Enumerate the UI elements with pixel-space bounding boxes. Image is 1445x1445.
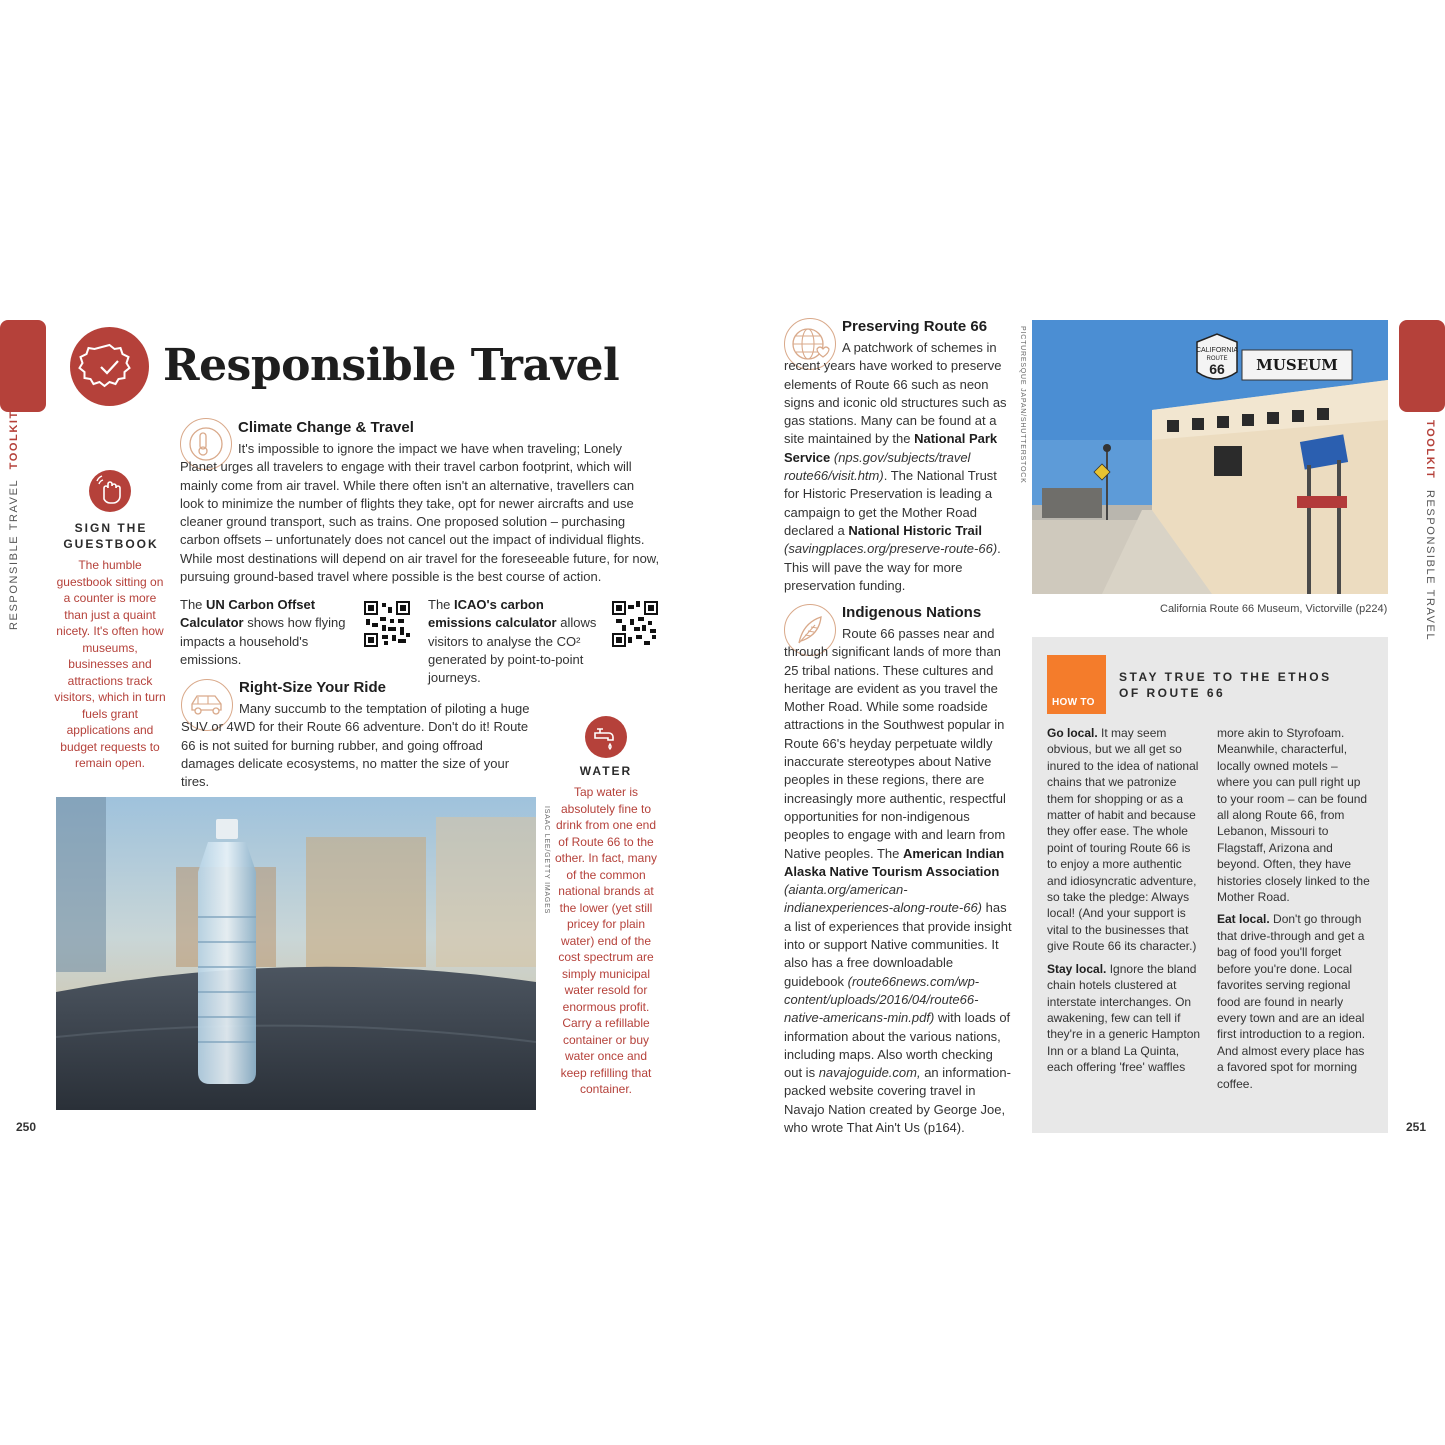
route66-museum-photo [1032, 320, 1388, 594]
howto-title: STAY TRUE TO THE ETHOS OF ROUTE 66 [1119, 670, 1332, 700]
page-number-left: 250 [16, 1120, 37, 1134]
howto-column-2: more akin to Styrofoam. Meanwhile, characterful, locally owned motels – where you can pull right up to your room – can be found all along Route 66, from Lebanon, Missouri to Flagstaff, Arizona and beyond. Often, they have histories closely linked to the Mother Road. Eat local. Don't go through that drive-through and get a bag of food you'll forget before you're done. Local favorites serving regional food are found in nearly every town and are an ideal first introduction to a region. And almost every place has a favored spot for morning coffee. [1217, 726, 1370, 1091]
indigenous-heading: Indigenous Nations [842, 604, 982, 621]
award-badge-icon [70, 327, 149, 406]
guestbook-title: SIGN THE GUESTBOOK [63, 521, 159, 551]
photo-credit-right: PICTURESQUE JAPAN/SHUTTERSTOCK [1019, 326, 1026, 484]
ride-text: Many succumb to the temptation of piloting a huge SUV or 4WD for their Route 66 adventure. Don't do it! Route 66 is not suited for burning rubber, and going offroad damages delicate ecosystems, no matter the size of your tires. [181, 701, 530, 790]
museum-sign-text: MUSEUM [1256, 356, 1338, 374]
water-tap-icon [585, 716, 627, 758]
qr-code-icon[interactable] [364, 601, 410, 647]
ride-heading: Right-Size Your Ride [239, 679, 386, 696]
guestbook-text: The humble guestbook sitting on a counter is more than just a quaint nicety. It's often how museums, businesses and attractions track visitors, which in turn fuels grant applications and budget requests to remain open. [54, 558, 166, 770]
water-title: WATER [579, 764, 633, 778]
un-calculator-text: The UN Carbon Offset Calculator shows how flying impacts a household's emissions. [180, 597, 346, 667]
indigenous-text: Route 66 passes near and through significant lands of more than 25 tribal nations. These cultures and heritage are evident as you travel the Mother Road. While some roadside attractions in the Southwest popular in Route 66's heyday perpetuate wildly inaccurate stereotypes about Native peoples in these regions, there are increasingly more authentic, respectful opportunities for non-indigenous peoples to engage with and learn from Native peoples. The American Indian Alaska Native Tourism Association (aianta.org/american-indianexperiences-along-route-66) has a list of experiences that provide insight into or support Native communities. It also has a free downloadable guidebook (route66news.com/wp-content/uploads/2016/04/route66-native-americans-min.pdf) with loads of information about the various nations, including maps. Also worth checking out is navajoguide.com, an information-packed website covering travel in Navajo Nation created by George Joe, who wrote That Ain't Us (p164). [784, 626, 1012, 1136]
icao-calculator-text: The ICAO's carbon emissions calculator allows visitors to analyse the CO² generated by point-to-point journeys. [428, 597, 597, 686]
climate-text: It's impossible to ignore the impact we have when traveling; Lonely Planet urges all travelers to engage with their travel carbon footprint, which will mainly come from air travel. While there often isn't an alternative, travellers can look to minimize the number of flights they take, opt for newer aircrafts and use cleaner ground transport, such as trains. One proposed solution – purchasing carbon offsets – unfortunately does not cancel out the impact of individual flights. While most destinations will depend on air travel for the foreseeable future, for now, pursuing ground-based travel where possible is the best course of action. [180, 441, 660, 585]
qr-code-icon[interactable] [612, 601, 658, 647]
photo-caption: California Route 66 Museum, Victorville (p224) [1160, 603, 1388, 615]
hand-wave-icon [89, 470, 131, 512]
left-vertical-label: RESPONSIBLE TRAVEL TOOLKIT [8, 410, 20, 630]
right-section-tab [1399, 320, 1445, 412]
water-text: Tap water is absolutely fine to drink from one end of Route 66 to the other. In fact, many of the common national brands at the lower (yet still pricey for plain water) end of the cost spectrum are simply municipal water resold for enormous profit. Carry a refillable container or buy water once and keep refilling that container. [554, 785, 658, 1096]
preserving-heading: Preserving Route 66 [842, 318, 988, 335]
shield-sign-line2: ROUTE [1206, 356, 1228, 362]
climate-heading: Climate Change & Travel [238, 419, 414, 436]
left-section-tab [0, 320, 46, 412]
shield-sign-line1: CALIFORNIA [1195, 347, 1239, 354]
page-number-right: 251 [1406, 1120, 1427, 1134]
water-bottle-photo [56, 797, 536, 1110]
photo-credit-left: ISAAC LEE/GETTY IMAGES [543, 806, 550, 915]
page-title: Responsible Travel [163, 340, 620, 391]
right-vertical-label: TOOLKIT RESPONSIBLE TRAVEL [1424, 420, 1436, 642]
howto-column-1: Go local. It may seem obvious, but we all get so inured to the idea of national chains that we patronize them for shopping or as a matter of habit and because they offer ease. The whole point of touring Route 66 is to enjoy a more authentic and idiosyncratic adventure, so take the pledge: Always local! (And your support is vital to the businesses that give Route 66 its character.) Stay local. Ignore the bland chain hotels clustered at interstate interchanges. On awakening, few can tell if they're in a generic Hampton Inn or a bland La Quinta, each offering 'free' waffles [1047, 726, 1201, 1075]
preserving-text: A patchwork of schemes in recent years have worked to preserve elements of Route 66 such as neon signs and iconic old structures such as gas stations. Many can be found at a site maintained by the National Park Service (nps.gov/subjects/travel route66/visit.htm). The National Trust for Historic Preservation is leading a campaign to get the Mother Road declared a National Historic Trail (savingplaces.org/preserve-route-66). This will pave the way for more preservation funding. [784, 340, 1007, 593]
shield-sign-line3: 66 [1209, 361, 1225, 377]
howto-badge-label: HOW TO [1052, 697, 1095, 708]
